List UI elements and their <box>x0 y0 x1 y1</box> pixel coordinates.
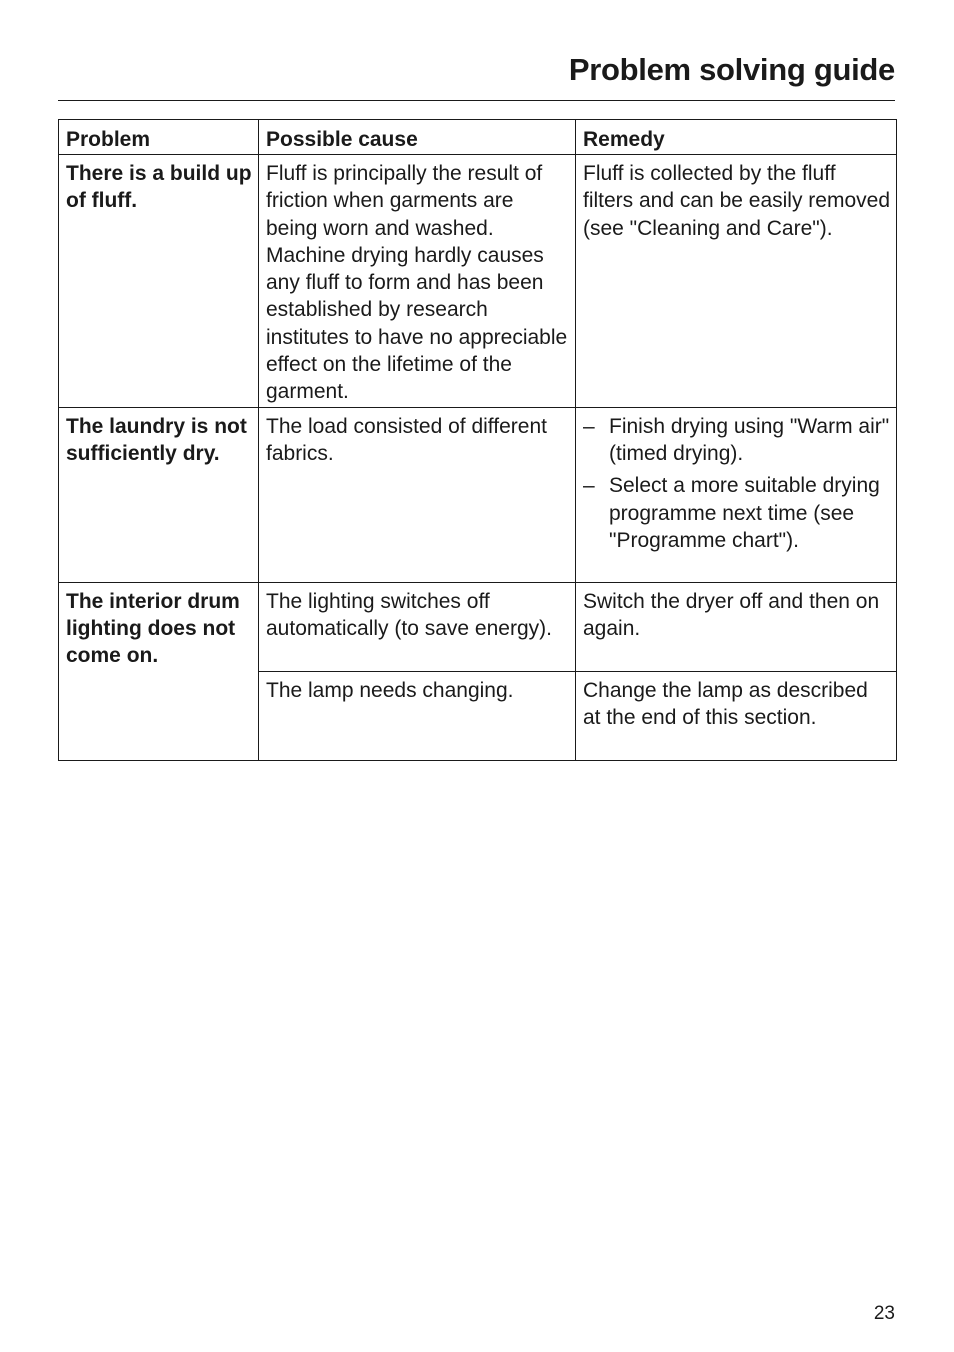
problem-cell: The laundry is not sufficiently dry. <box>59 407 259 582</box>
column-header-possible-cause: Possible cause <box>259 120 576 155</box>
remedy-cell: Change the lamp as described at the end of this section. <box>576 671 897 760</box>
page-number: 23 <box>873 1303 895 1324</box>
table-row <box>59 407 897 582</box>
problem-cell: The interior drum lighting does not come on. <box>59 582 259 760</box>
remedy-list-item <box>583 413 890 468</box>
dash-bullet: – <box>583 474 595 498</box>
remedy-text: Finish drying using "Warm air" (timed drying). <box>609 414 890 465</box>
cause-cell: The lighting switches off automatically (to save energy). <box>259 582 576 671</box>
column-header-remedy: Remedy <box>576 120 897 155</box>
problem-cell: There is a build up of fluff. <box>59 155 259 408</box>
remedy-cell <box>576 407 897 582</box>
remedy-text: Select a more suitable drying programme next time (see "Programme chart"). <box>609 474 880 552</box>
table-header-row <box>59 120 897 155</box>
dash-bullet: – <box>583 414 595 438</box>
column-header-problem: Problem <box>59 120 259 155</box>
cause-cell: The lamp needs changing. <box>259 671 576 760</box>
remedy-cell: Switch the dryer off and then on again. <box>576 582 897 671</box>
cause-cell: The load consisted of different fabrics. <box>259 407 576 582</box>
table-row <box>59 155 897 408</box>
title-divider <box>58 100 895 101</box>
remedy-list <box>583 413 890 554</box>
table-row <box>59 582 897 671</box>
problem-solving-table <box>58 119 897 761</box>
cause-cell: Fluff is principally the result of friction when garments are being worn and washed. Machine drying hardly causes any fluff to form and has been established by research institutes to have no appreciable effect on the lifetime of the garment. <box>259 155 576 408</box>
remedy-list-item <box>583 472 890 554</box>
page-title: Problem solving guide <box>568 52 895 87</box>
remedy-cell: Fluff is collected by the fluff filters and can be easily removed (see "Cleaning and Care"). <box>576 155 897 408</box>
